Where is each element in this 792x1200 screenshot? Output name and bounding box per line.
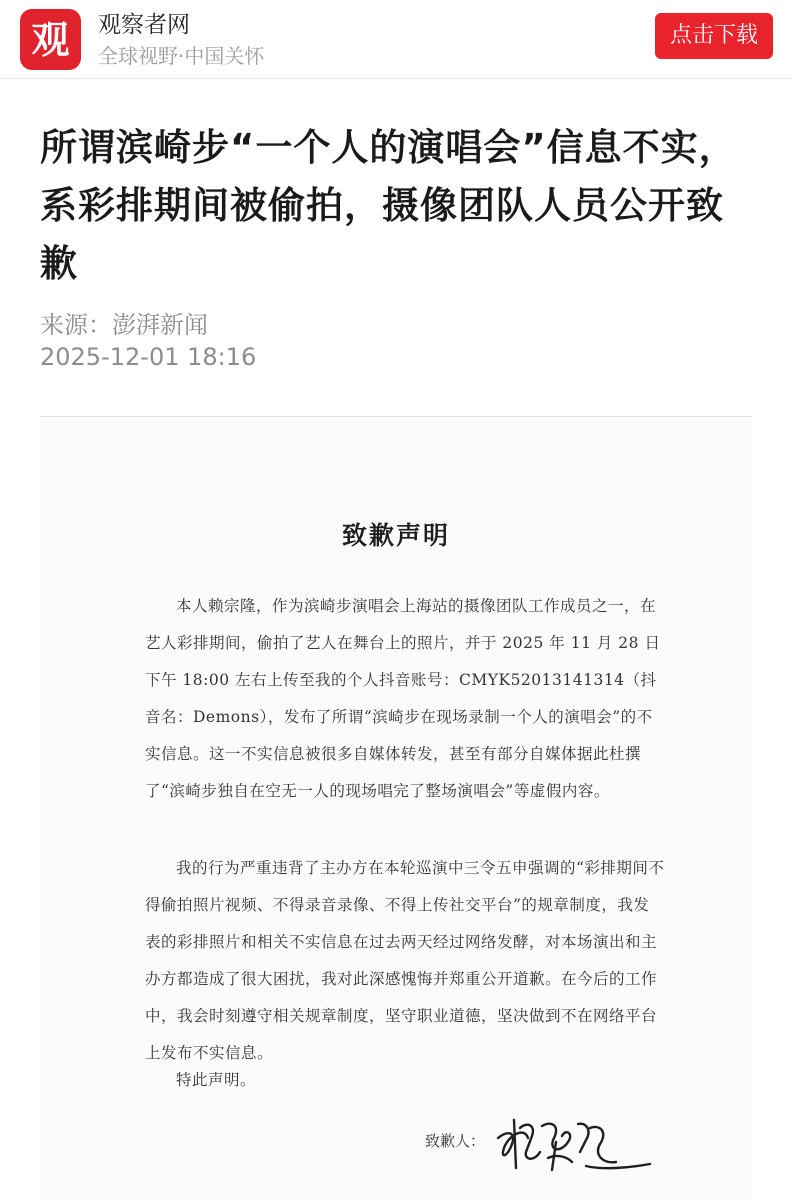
download-button[interactable]: 点击下载 [655, 13, 773, 59]
article-source: 来源：澎湃新闻 [40, 311, 208, 339]
app-name: 观察者网 [98, 12, 190, 38]
article-title: 所谓滨崎步“一个人的演唱会”信息不实，系彩排期间被偷拍，摄像团队人员公开致歉 [40, 126, 737, 285]
statement-image[interactable] [40, 418, 752, 1200]
handwritten-signature [490, 1108, 660, 1178]
statement-paragraph: 我的行为严重违背了主办方在本轮巡演中三令五申强调的“彩排期间不得偷拍照片视频、不得录音录像、不得上传社交平台”的规章制度，我发表的彩排照片和相关不实信息在过去两天经过网络发酵，对本场演出和主办方都造成了很大困扰，我对此深感愧悔并郑重公开道歉。在今后的工作中，我会时刻遵守相关规章制度，坚守职业道德，坚决做到不在网络平台上发布不实信息。 [145, 859, 665, 1062]
statement-closing: 特此声明。 [176, 1071, 257, 1089]
signature-label: 致歉人： [425, 1132, 486, 1150]
divider [40, 416, 752, 417]
article-date: 2025-12-01 18:16 [40, 343, 257, 371]
statement-title: 致歉声明 [341, 521, 450, 550]
app-logo[interactable]: 观 [20, 9, 81, 70]
app-slogan: 全球视野·中国关怀 [98, 44, 265, 68]
statement-paragraph: 本人赖宗隆，作为滨崎步演唱会上海站的摄像团队工作成员之一，在艺人彩排期间，偷拍了艺人在舞台上的照片，并于 2025 年 11 月 28 日下午 18:00 左右上传至我的个人抖音账号：CMYK52013141314（抖音名：Demons），发布了所谓“滨崎步在现场录制一个人的演唱会”的不实信息。这一不实信息被很多自媒体转发，甚至有部分自媒体据此杜撰了“滨崎步独自在空无一人的现场唱完了整场演唱会”等虚假内容。 [145, 597, 661, 800]
app-banner [0, 0, 792, 79]
